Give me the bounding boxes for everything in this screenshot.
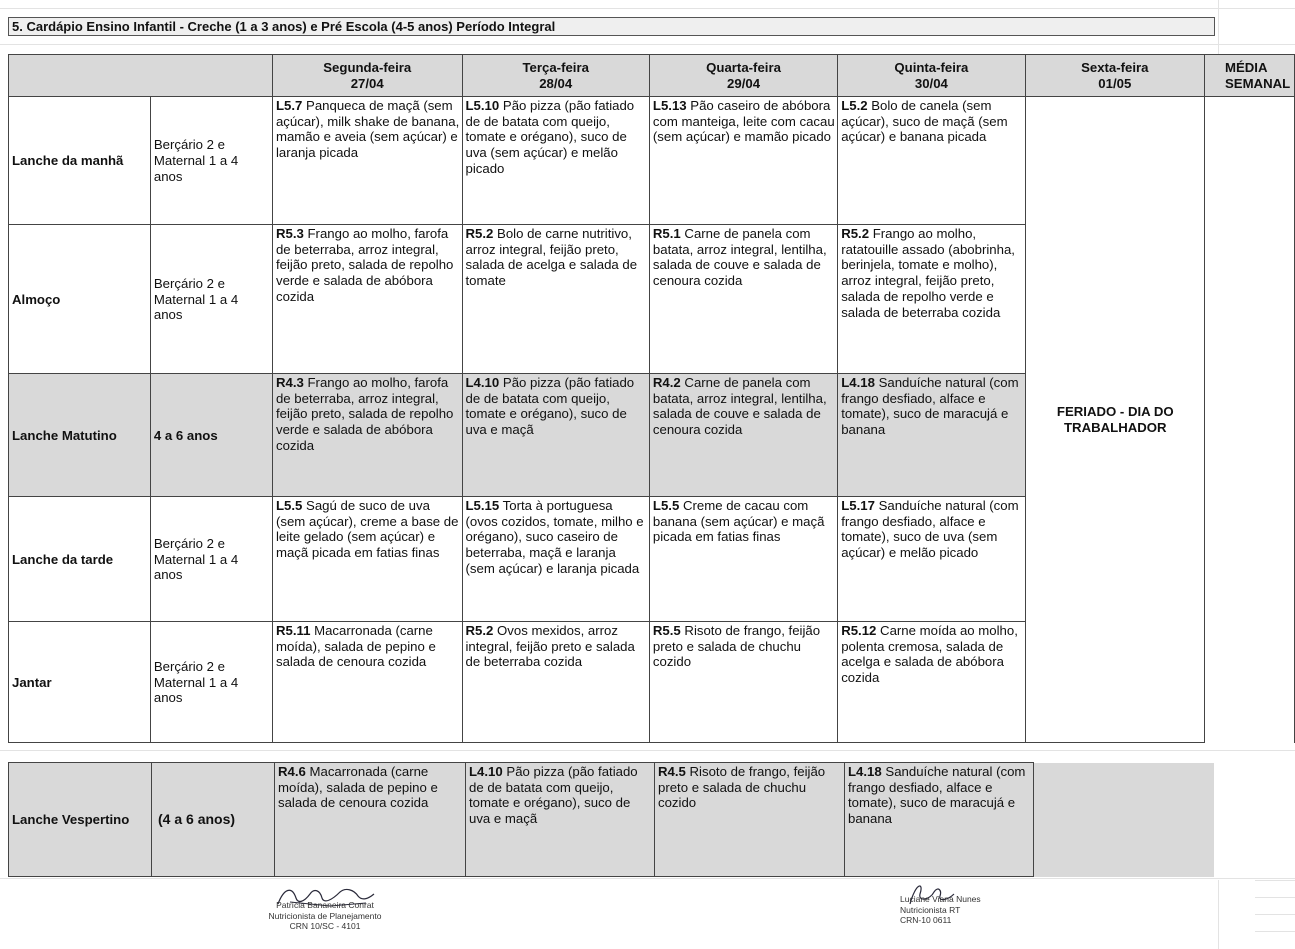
menu-text: Risoto de frango, feijão preto e salada de chuchu cozido <box>652 623 821 670</box>
menu-cell <box>838 497 1025 622</box>
menu-text: Ovos mexidos, arroz integral, feijão preto e salada de beterraba cozida <box>465 623 635 670</box>
menu-cell <box>838 374 1025 497</box>
menu-cell <box>272 225 462 374</box>
day-name: Segunda-feira <box>323 60 412 75</box>
media-semanal-cell <box>1204 97 1294 743</box>
age-group-label: Berçário 2 e Maternal 1 a 4 anos <box>150 497 272 622</box>
menu-row-lanche-manha <box>9 97 1295 225</box>
menu-text: Sagú de suco de uva (sem açúcar), creme a base de leite gelado (sem açúcar) e maçã picada em fatias finas <box>275 498 459 561</box>
menu-cell <box>466 763 655 877</box>
signature-role: Nutricionista de Planejamento <box>268 910 382 921</box>
menu-code: L5.7 <box>275 98 303 113</box>
meal-label: Almoço <box>9 225 151 374</box>
day-header-thursday <box>838 55 1025 97</box>
holiday-label: FERIADO - DIA DO TRABALHADOR <box>1056 404 1174 435</box>
menu-code: L5.2 <box>841 98 868 113</box>
menu-text: Carne de panela com batata, arroz integral, lentilha, salada de couve e salada de cenoura cozida <box>652 375 827 438</box>
menu-text: Panqueca de maçã (sem açúcar), milk shake de banana, mamão e aveia (sem açúcar) e laranja picada <box>275 98 460 161</box>
menu-cell <box>462 497 649 622</box>
meal-label: Lanche da manhã <box>9 97 151 225</box>
day-date: 28/04 <box>539 75 573 91</box>
gridline <box>1255 897 1295 898</box>
holiday-cell <box>1025 97 1204 743</box>
meal-label: Jantar <box>9 622 151 743</box>
menu-code: R5.5 <box>652 623 681 638</box>
menu-cell <box>649 97 837 225</box>
menu-cell <box>649 497 837 622</box>
menu-code: R4.5 <box>658 764 686 779</box>
menu-code: L4.18 <box>848 764 882 779</box>
age-group-label: Berçário 2 e Maternal 1 a 4 anos <box>150 97 272 225</box>
menu-code: R4.2 <box>652 375 681 390</box>
menu-cell <box>462 97 649 225</box>
menu-cell <box>838 225 1025 374</box>
menu-code: L4.10 <box>465 375 500 390</box>
menu-cell <box>649 622 837 743</box>
signature-name: Patrícia Bananeira Conrat <box>276 900 374 910</box>
menu-text: Creme de cacau com banana (sem açúcar) e maçã picada em fatias finas <box>652 498 825 545</box>
menu-cell <box>272 374 462 497</box>
menu-cell <box>462 374 649 497</box>
menu-cell <box>462 622 649 743</box>
menu-text: Bolo de carne nutritivo, arroz integral, feijão preto, salada de acelga e salada de tomate <box>465 226 638 289</box>
menu-code: L5.15 <box>465 498 500 513</box>
menu-text: Sanduíche natural (com frango desfiado, alface e tomate), suco de maracujá e banana <box>848 764 1026 827</box>
meal-label: Lanche Matutino <box>9 374 151 497</box>
vespertino-table <box>8 762 1214 877</box>
menu-code: L4.10 <box>469 764 503 779</box>
signature-crn: CRN-10 0611 <box>900 915 952 925</box>
gridline <box>1255 931 1295 932</box>
menu-text: Carne de panela com batata, arroz integral, lentilha, salada de couve e salada de cenoura cozida <box>652 226 827 289</box>
day-header-monday <box>272 55 462 97</box>
menu-code: R4.6 <box>278 764 306 779</box>
gridline <box>1255 880 1295 881</box>
menu-text: Pão caseiro de abóbora com manteiga, leite com cacau (sem açúcar) e mamão picado <box>652 98 835 145</box>
day-date: 27/04 <box>350 75 384 91</box>
gridline <box>1218 0 1219 60</box>
day-date: 01/05 <box>1098 75 1132 91</box>
age-group-label: Berçário 2 e Maternal 1 a 4 anos <box>150 225 272 374</box>
menu-code: R5.2 <box>465 623 494 638</box>
day-date: 29/04 <box>727 75 761 91</box>
menu-cell <box>272 622 462 743</box>
menu-cell <box>838 97 1025 225</box>
menu-text: Sanduíche natural (com frango desfiado, alface e tomate), suco de maracujá e banana <box>841 375 1019 438</box>
gridline <box>0 750 1295 751</box>
gridline <box>0 8 1295 9</box>
menu-text: Macarronada (carne moída), salada de pepino e salada de cenoura cozida <box>278 764 438 811</box>
menu-cell <box>845 763 1034 877</box>
menu-cell <box>272 97 462 225</box>
meal-label: Lanche Vespertino <box>9 763 152 877</box>
day-header-friday <box>1025 55 1204 97</box>
media-semanal-header <box>1204 55 1294 97</box>
menu-code: R5.12 <box>841 623 877 638</box>
age-group-label: (4 a 6 anos) <box>152 763 275 877</box>
day-name: Quinta-feira <box>894 60 969 75</box>
age-group-label: 4 a 6 anos <box>150 374 272 497</box>
menu-code: L5.13 <box>652 98 687 113</box>
menu-code: L5.17 <box>841 498 875 513</box>
day-header-tuesday <box>462 55 649 97</box>
header-row <box>9 55 1295 97</box>
menu-cell <box>655 763 845 877</box>
menu-code: R4.3 <box>275 375 304 390</box>
menu-text: Frango ao molho, farofa de beterraba, arroz integral, feijão preto, salada de repolho verde e salada de abóbora cozida <box>275 226 454 304</box>
menu-code: R5.11 <box>275 623 311 638</box>
menu-code: R5.3 <box>275 226 304 241</box>
gridline <box>1218 880 1219 949</box>
day-name: Terça-feira <box>522 60 589 75</box>
menu-text: Frango ao molho, ratatouille assado (abobrinha, berinjela, tomate e molho), arroz integral, feijão preto, salada de repolho verde e salada de beterraba cozida <box>841 226 1015 320</box>
menu-cell <box>649 374 837 497</box>
menu-text: Pão pizza (pão fatiado de de batata com queijo, tomate e orégano), suco de uva (sem açúcar) e melão picado <box>465 98 635 176</box>
page-title: 5. Cardápio Ensino Infantil - Creche (1 a 3 anos) e Pré Escola (4-5 anos) Período Integral <box>8 17 1215 36</box>
signature-crn: CRN 10/SC - 4101 <box>289 921 361 931</box>
menu-text: Pão pizza (pão fatiado de de batata com queijo, tomate e orégano), suco de uva e maçã <box>465 375 635 438</box>
menu-cell <box>462 225 649 374</box>
menu-code: L5.10 <box>465 98 500 113</box>
day-date: 30/04 <box>914 75 948 91</box>
signature-block-rt <box>870 880 990 926</box>
menu-text: Carne moída ao molho, polenta cremosa, salada de acelga e salada de abóbora cozida <box>841 623 1018 686</box>
menu-cell <box>838 622 1025 743</box>
menu-text: Torta à portuguesa (ovos cozidos, tomate, milho e orégano), suco caseiro de beterraba, maçã e laranja (sem açúcar) e laranja picada <box>465 498 644 576</box>
menu-cell <box>272 497 462 622</box>
day-name: Quarta-feira <box>706 60 781 75</box>
age-group-label: Berçário 2 e Maternal 1 a 4 anos <box>150 622 272 743</box>
gridline <box>0 44 1295 45</box>
empty-cell <box>1034 763 1214 877</box>
menu-cell <box>275 763 466 877</box>
gridline <box>1255 914 1295 915</box>
signature-role: Nutricionista RT <box>900 904 961 915</box>
day-name: Sexta-feira <box>1081 60 1149 75</box>
menu-text: Macarronada (carne moída), salada de pepino e salada de cenoura cozida <box>275 623 436 670</box>
header-empty-cell <box>9 55 273 97</box>
signature-block-planning <box>245 882 405 932</box>
menu-code: L5.5 <box>652 498 680 513</box>
media-semanal-label: MÉDIA SEMANAL <box>1224 60 1291 91</box>
day-header-wednesday <box>649 55 837 97</box>
menu-text: Bolo de canela (sem açúcar), suco de maçã (sem açúcar) e banana picada <box>841 98 1008 145</box>
menu-code: R5.1 <box>652 226 681 241</box>
menu-table <box>8 54 1295 743</box>
menu-code: R5.2 <box>841 226 870 241</box>
menu-text: Pão pizza (pão fatiado de de batata com queijo, tomate e orégano), suco de uva e maçã <box>469 764 638 827</box>
menu-cell <box>649 225 837 374</box>
menu-code: R5.2 <box>465 226 494 241</box>
gridline <box>0 878 1295 879</box>
menu-code: L5.5 <box>275 498 303 513</box>
signature-name: Luciane Viana Nunes <box>900 894 981 904</box>
menu-text: Risoto de frango, feijão preto e salada de chuchu cozido <box>658 764 826 811</box>
menu-text: Sanduíche natural (com frango desfiado, alface e tomate), suco de uva (sem açúcar) e melão picado <box>841 498 1019 561</box>
menu-row-lanche-vespertino <box>9 763 1214 877</box>
meal-label: Lanche da tarde <box>9 497 151 622</box>
menu-text: Frango ao molho, farofa de beterraba, arroz integral, feijão preto, salada de repolho verde e salada de abóbora cozida <box>275 375 454 453</box>
menu-code: L4.18 <box>841 375 875 390</box>
